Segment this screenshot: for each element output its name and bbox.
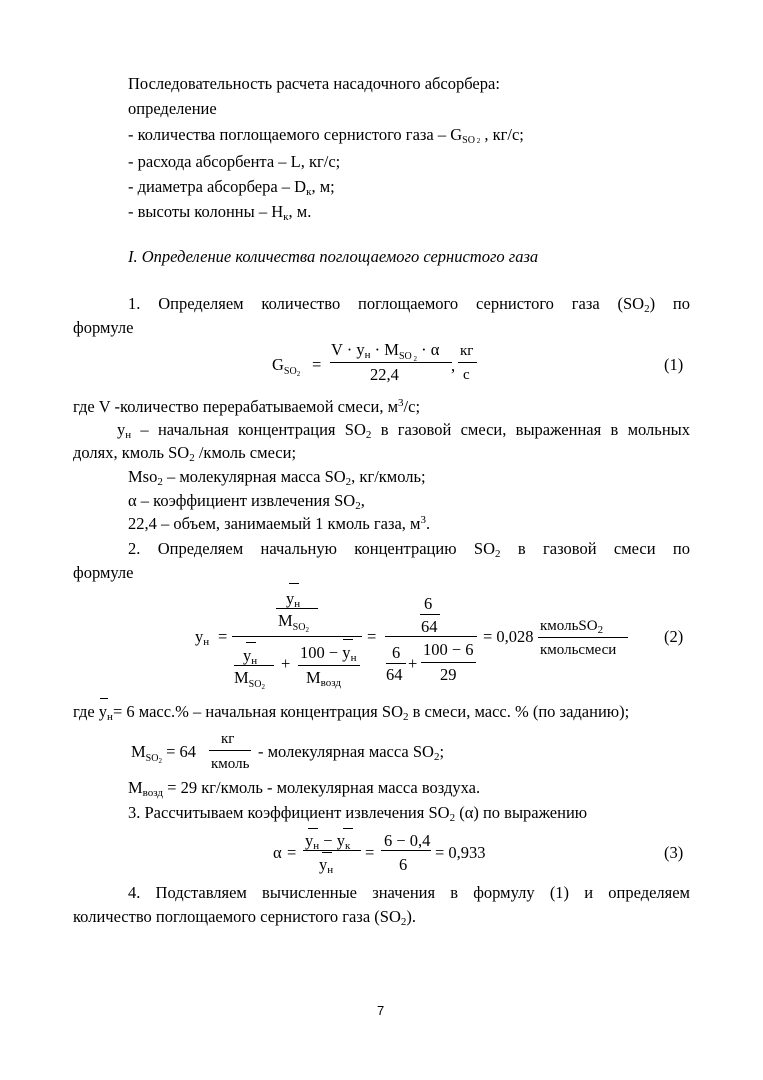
intro-line-4: - расхода абсорбента – L, кг/с;	[128, 152, 341, 171]
eq2-unit-num: кмольSO	[540, 618, 598, 634]
step4-line-1: 4. Подставляем вычисленные значения в формулу (1) и определяем	[128, 883, 690, 902]
intro-line-3: - количества поглощаемого сернистого газа – $G_{SO 2}$ , кг/с;	[128, 125, 524, 146]
where-mso: Mso$_2$ – молекулярная масса $SO_2$, кг/кмоль;	[128, 467, 426, 488]
step2-line-1: 2. Определяем начальную концентрацию $SO_2$ в газовой смеси по	[128, 539, 690, 560]
eq1-number: (1)	[664, 355, 684, 374]
intro-line-1: Последовательность расчета насадочного абсорбера:	[128, 74, 500, 93]
section-title: I. Определение количества поглощаемого сернистого газа	[128, 247, 539, 266]
step1-line-1: 1. Определяем количество поглощаемого сернистого газа $(SO_2)$ по	[128, 294, 690, 315]
where-mair: $M_{возд} = 29$ кг/кмоль - молекулярная масса воздуха.	[128, 778, 481, 799]
eq2-number: (2)	[664, 627, 684, 646]
where-yn: $у_н$ – начальная концентрация $SO_2$ в газовой смеси, выраженная в мольных	[117, 420, 690, 441]
intro-line-5: - диаметра абсорбера – $D_к$, м;	[128, 177, 335, 198]
step1-line-2: формуле	[73, 318, 134, 337]
page-number: 7	[377, 1003, 385, 1018]
intro-line-2: определение	[128, 99, 217, 118]
step4-line-2: количество поглощаемого сернистого газа $(SO_2)$.	[73, 907, 416, 928]
eq2-unit-den: кмольсмеси	[540, 642, 617, 658]
eq2-result: = 0,028	[483, 627, 534, 646]
where-volume: 22,4 – объем, занимаемый 1 кмоль газа, $м^3$.	[128, 514, 431, 533]
eq3-result: = 0,933	[435, 843, 486, 862]
where-yn-cont: долях, кмоль $SO_2$ /кмоль смеси;	[73, 443, 297, 464]
intro-line-6: - высоты колонны – $H_к$, м.	[128, 202, 312, 223]
where-v: где V -количество перерабатываемой смеси, $м^3/с$;	[73, 397, 421, 416]
step3-line-1: 3. Рассчитываем коэффициент извлечения $SO_2$ (α) по выражению	[128, 803, 588, 824]
where-yn-bar: где $y_н$ = 6 масс.% – начальная концентрация $SO_2$ в смеси, масс. % (по заданию);	[73, 702, 629, 722]
step2-line-2: формуле	[73, 563, 134, 582]
eq3-number: (3)	[664, 843, 684, 862]
where-alpha: α – коэффициент извлечения $SO_2$,	[128, 491, 365, 512]
